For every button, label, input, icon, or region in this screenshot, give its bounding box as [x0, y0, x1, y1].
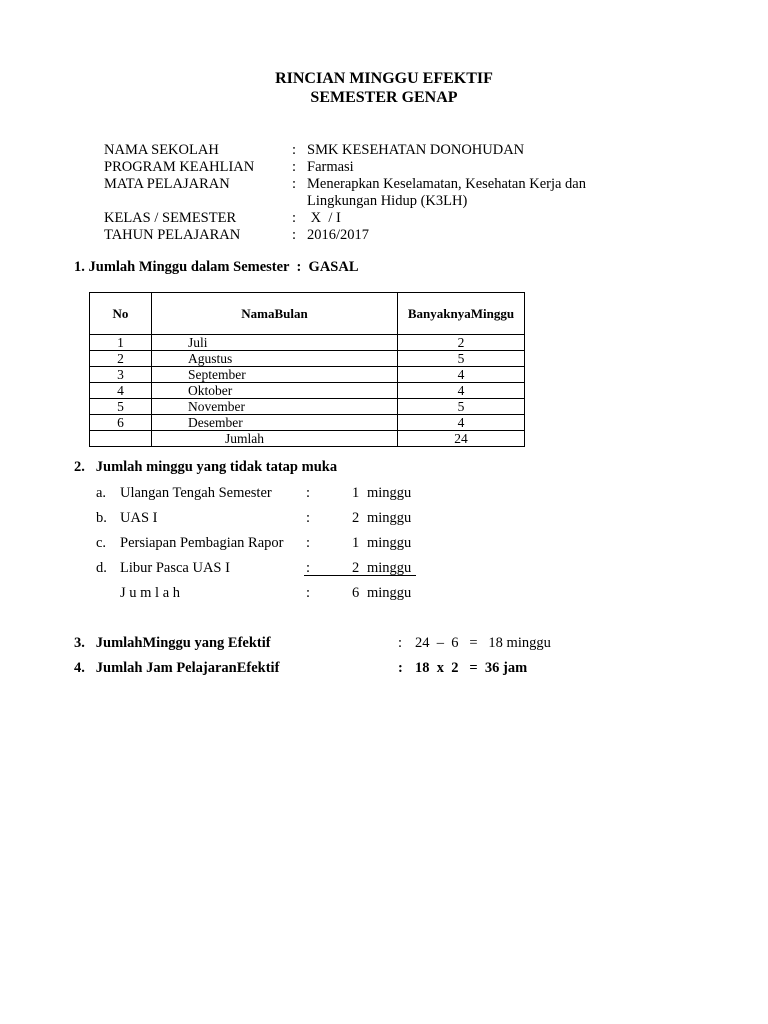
section3-value: 24 – 6 = 18 minggu: [415, 635, 551, 651]
section4-colon: :: [398, 660, 403, 676]
total-unit: minggu: [367, 585, 412, 601]
item-unit: minggu: [367, 535, 412, 551]
total-number: 6: [352, 585, 360, 601]
item-colon: :: [306, 535, 311, 551]
info-value: Menerapkan Keselamatan, Kesehatan Kerja dan: [307, 176, 586, 192]
cell-no: 2: [90, 351, 152, 367]
cell-month: Agustus: [152, 351, 398, 367]
cell-no: 3: [90, 367, 152, 383]
item-key: c.: [96, 535, 107, 551]
cell-weeks: 4: [398, 415, 525, 431]
cell-no: 6: [90, 415, 152, 431]
cell-weeks: 4: [398, 367, 525, 383]
item-unit: minggu: [367, 560, 412, 576]
item-colon: :: [306, 485, 311, 501]
document-title: RINCIAN MINGGU EFEKTIF: [275, 70, 493, 87]
info-value-cont: Lingkungan Hidup (K3LH): [307, 193, 468, 209]
table-row: [90, 399, 525, 415]
item-key: a.: [96, 485, 107, 501]
total-text: J u m l a h: [120, 585, 181, 601]
section2-heading: 2. Jumlah minggu yang tidak tatap muka: [74, 459, 338, 475]
info-value: SMK KESEHATAN DONOHUDAN: [307, 142, 525, 158]
item-text: Libur Pasca UAS I: [120, 560, 230, 576]
cell-month: November: [152, 399, 398, 415]
table-row: [90, 383, 525, 399]
item-number: 1: [352, 535, 360, 551]
cell-weeks: 2: [398, 335, 525, 351]
table-row: [90, 415, 525, 431]
info-colon: :: [292, 159, 297, 175]
info-value: 2016/2017: [307, 227, 370, 243]
info-value: Farmasi: [307, 159, 354, 175]
info-label: TAHUN PELAJARAN: [104, 227, 241, 243]
header-month: NamaBulan: [152, 293, 398, 335]
table-total-row: [90, 431, 525, 447]
table-row: [90, 351, 525, 367]
cell-total-label: Jumlah: [152, 431, 398, 447]
table-row: [90, 335, 525, 351]
section4-heading: 4. Jumlah Jam PelajaranEfektif: [74, 660, 280, 676]
months-table: [89, 292, 525, 447]
cell-empty: [90, 431, 152, 447]
cell-month: September: [152, 367, 398, 383]
cell-month: Oktober: [152, 383, 398, 399]
info-label: PROGRAM KEAHLIAN: [104, 159, 255, 175]
info-colon: :: [292, 210, 297, 226]
cell-total-value: 24: [398, 431, 525, 447]
section1-heading: 1. Jumlah Minggu dalam Semester : GASAL: [74, 259, 359, 275]
info-value: X / I: [307, 210, 341, 226]
item-text: UAS I: [120, 510, 158, 526]
document-subtitle: SEMESTER GENAP: [310, 89, 458, 106]
item-key: b.: [96, 510, 107, 526]
item-key: d.: [96, 560, 107, 576]
item-number: 2: [352, 510, 360, 526]
item-number: 1: [352, 485, 360, 501]
info-label: KELAS / SEMESTER: [104, 210, 237, 226]
header-no: No: [90, 293, 152, 335]
item-text: Ulangan Tengah Semester: [120, 485, 272, 501]
item-unit: minggu: [367, 510, 412, 526]
total-colon: :: [306, 585, 311, 601]
cell-no: 4: [90, 383, 152, 399]
header-weeks: BanyaknyaMinggu: [398, 293, 525, 335]
cell-weeks: 5: [398, 399, 525, 415]
cell-month: Juli: [152, 335, 398, 351]
info-label: MATA PELAJARAN: [104, 176, 230, 192]
info-colon: :: [292, 176, 297, 192]
cell-no: 1: [90, 335, 152, 351]
item-colon: :: [306, 560, 311, 576]
cell-no: 5: [90, 399, 152, 415]
table-row: [90, 367, 525, 383]
cell-weeks: 5: [398, 351, 525, 367]
info-colon: :: [292, 142, 297, 158]
info-colon: :: [292, 227, 297, 243]
item-number: 2: [352, 560, 360, 576]
cell-weeks: 4: [398, 383, 525, 399]
info-label: NAMA SEKOLAH: [104, 142, 219, 158]
item-unit: minggu: [367, 485, 412, 501]
section3-heading: 3. JumlahMinggu yang Efektif: [74, 635, 271, 651]
sum-underline: [304, 575, 416, 576]
table-header-row: [90, 293, 525, 335]
item-colon: :: [306, 510, 311, 526]
cell-month: Desember: [152, 415, 398, 431]
item-text: Persiapan Pembagian Rapor: [120, 535, 284, 551]
section4-value: 18 x 2 = 36 jam: [415, 660, 528, 676]
section3-colon: :: [398, 635, 403, 651]
